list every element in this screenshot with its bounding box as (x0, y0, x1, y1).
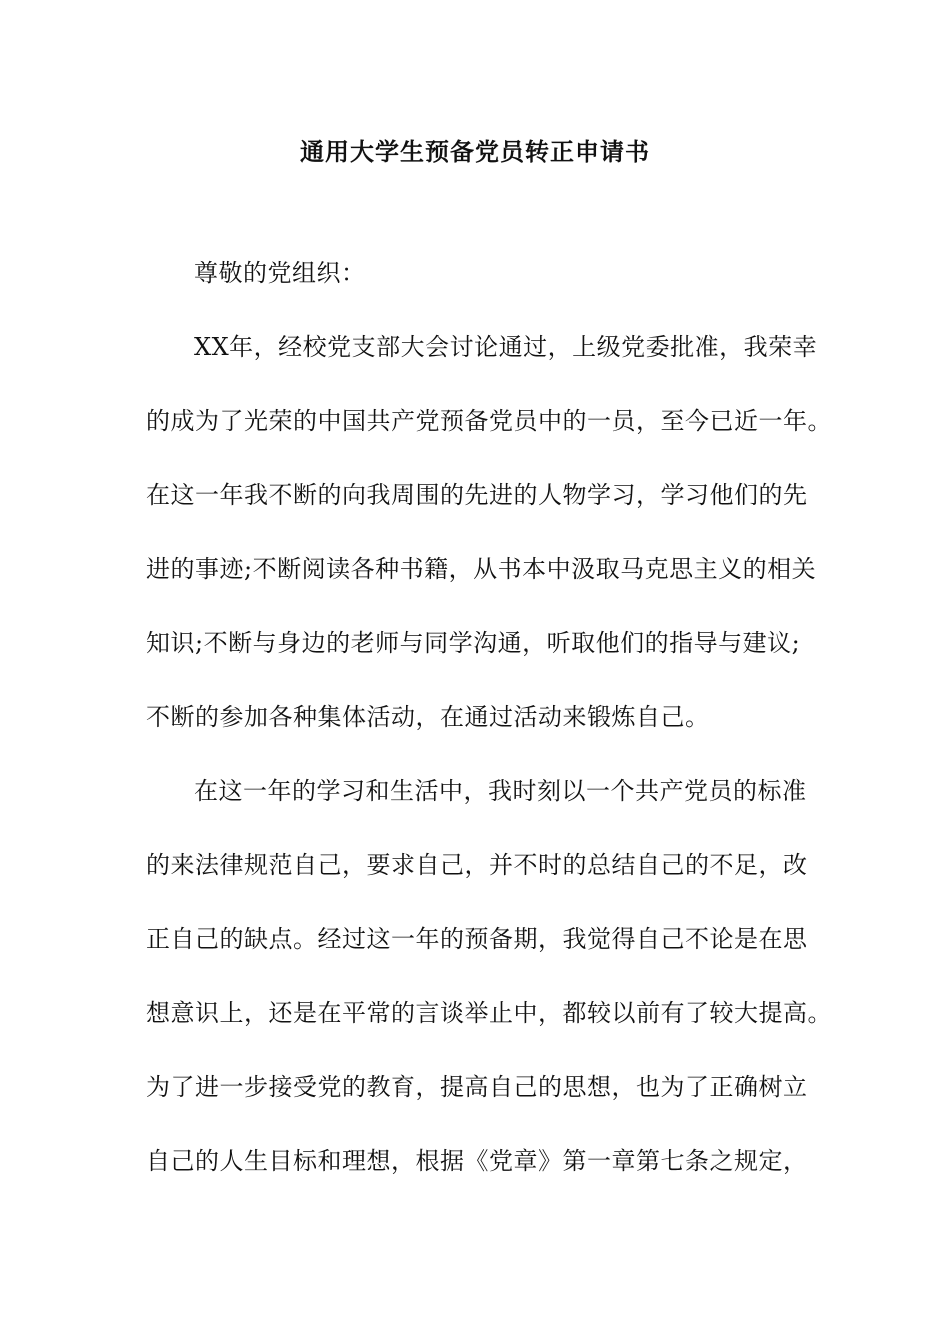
paragraph-1-line-4: 进的事迹;不断阅读各种书籍，从书本中汲取马克思主义的相关 (146, 555, 817, 583)
document-body (146, 258, 832, 1220)
paragraph-2-line-1: 在这一年的学习和生活中，我时刻以一个共产党员的标准 (194, 777, 807, 805)
paragraph-1-line-5: 知识;不断与身边的老师与同学沟通，听取他们的指导与建议; (146, 629, 801, 657)
paragraph-2-line-5: 为了进一步接受党的教育，提高自己的思想，也为了正确树立 (146, 1073, 808, 1101)
paragraph-1-line-3: 在这一年我不断的向我周围的先进的人物学习，学习他们的先 (146, 481, 808, 509)
paragraph-2-line-4: 想意识上，还是在平常的言谈举止中，都较以前有了较大提高。 (146, 999, 832, 1027)
paragraph-2-line-3: 正自己的缺点。经过这一年的预备期，我觉得自己不论是在思 (146, 925, 808, 953)
paragraph-1-line-1: XX年，经校党支部大会讨论通过，上级党委批准，我荣幸 (194, 333, 818, 361)
paragraph-1-line-6: 不断的参加各种集体活动，在通过活动来锻炼自己。 (146, 703, 710, 731)
paragraph-2-line-2: 的来法律规范自己，要求自己，并不时的总结自己的不足，改 (146, 851, 808, 879)
document-title: 通用大学生预备党员转正申请书 (300, 138, 650, 166)
salutation-line: 尊敬的党组织： (194, 259, 366, 287)
paragraph-2-line-6: 自己的人生目标和理想，根据《党章》第一章第七条之规定， (146, 1147, 808, 1175)
paragraph-1-line-2: 的成为了光荣的中国共产党预备党员中的一员，至今已近一年。 (146, 407, 832, 435)
